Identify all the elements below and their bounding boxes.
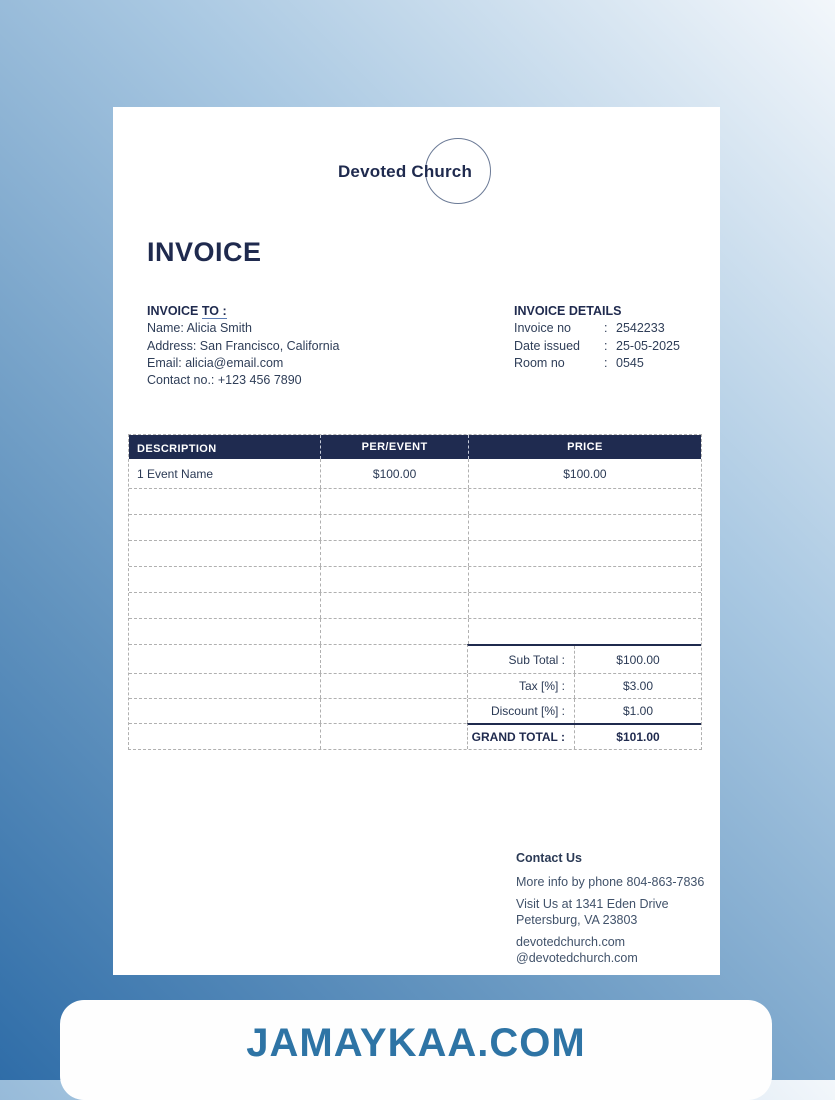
tax-value: $3.00: [622, 679, 654, 693]
table-header-row: [129, 435, 701, 459]
separator: :: [604, 338, 608, 353]
column-header-description: DESCRIPTION: [137, 443, 217, 455]
subtotal-value: $100.00: [616, 652, 660, 667]
logo: [113, 107, 720, 217]
invoice-number-row: [514, 320, 680, 337]
invoice-to-heading-text: INVOICE: [147, 304, 199, 318]
room-number-row: [514, 355, 680, 372]
invoice-number-label: Invoice no: [514, 321, 571, 336]
invoice-details-block: [514, 303, 680, 372]
invoice-number-value: 2542233: [616, 321, 665, 336]
tax-row: [129, 674, 701, 699]
table-row-empty: [129, 619, 701, 645]
subtotal-row: [129, 645, 701, 674]
invoice-to-heading: [147, 303, 339, 320]
invoice-to-heading-underlined: TO :: [201, 304, 227, 318]
tax-label: Tax [%] :: [468, 674, 575, 698]
separator: :: [604, 355, 608, 370]
table-row-empty: [129, 489, 701, 515]
date-issued-label: Date issued: [514, 338, 581, 353]
contact-website: devotedchurch.com: [516, 935, 626, 949]
invoice-details-heading: INVOICE DETAILS: [514, 304, 622, 318]
date-issued-value: 25-05-2025: [616, 338, 680, 353]
separator: :: [604, 321, 608, 336]
invoice-to-email: Email: alicia@email.com: [147, 355, 284, 370]
logo-text: Devoted Church: [337, 162, 473, 181]
table-row-empty: [129, 593, 701, 619]
table-row-empty: [129, 515, 701, 541]
column-header-per-event: PER/EVENT: [320, 435, 467, 459]
room-number-value: 0545: [616, 355, 644, 370]
discount-label: Discount [%] :: [468, 699, 575, 723]
invoice-to-contact: Contact no.: +123 456 7890: [147, 373, 302, 388]
contact-us-block: [516, 851, 736, 966]
page-title: INVOICE: [147, 237, 262, 267]
cell-price: $100.00: [468, 459, 701, 488]
discount-row: [129, 699, 701, 724]
grand-total-label: GRAND TOTAL :: [468, 725, 575, 749]
invoice-to-address: Address: San Francisco, California: [147, 338, 340, 353]
cell-per-event: $100.00: [320, 459, 467, 488]
invoice-to-block: [147, 303, 339, 389]
contact-social: @devotedchurch.com: [516, 950, 638, 965]
contact-phone-line: More info by phone 804-863-7836: [516, 874, 705, 889]
invoice-page: [113, 107, 720, 975]
line-items-table: [128, 434, 702, 750]
grand-total-row: [129, 724, 701, 749]
table-row: [129, 459, 701, 489]
subtotal-label: Sub Total :: [468, 646, 575, 673]
cell-description: 1 Event Name: [137, 466, 214, 481]
date-issued-row: [514, 338, 680, 355]
grand-total-value: $101.00: [616, 730, 660, 744]
column-header-price: PRICE: [468, 435, 701, 459]
jamaykaa-banner: [60, 1000, 772, 1100]
room-number-label: Room no: [514, 355, 565, 370]
invoice-to-name: Name: Alicia Smith: [147, 321, 252, 336]
contact-address-line2: Petersburg, VA 23803: [516, 912, 638, 927]
discount-value: $1.00: [622, 704, 654, 718]
contact-address-line1: Visit Us at 1341 Eden Drive: [516, 897, 669, 911]
jamaykaa-banner-text: JAMAYKAA.COM: [246, 1020, 586, 1065]
table-row-empty: [129, 567, 701, 593]
table-row-empty: [129, 541, 701, 567]
contact-us-heading: Contact Us: [516, 851, 582, 865]
